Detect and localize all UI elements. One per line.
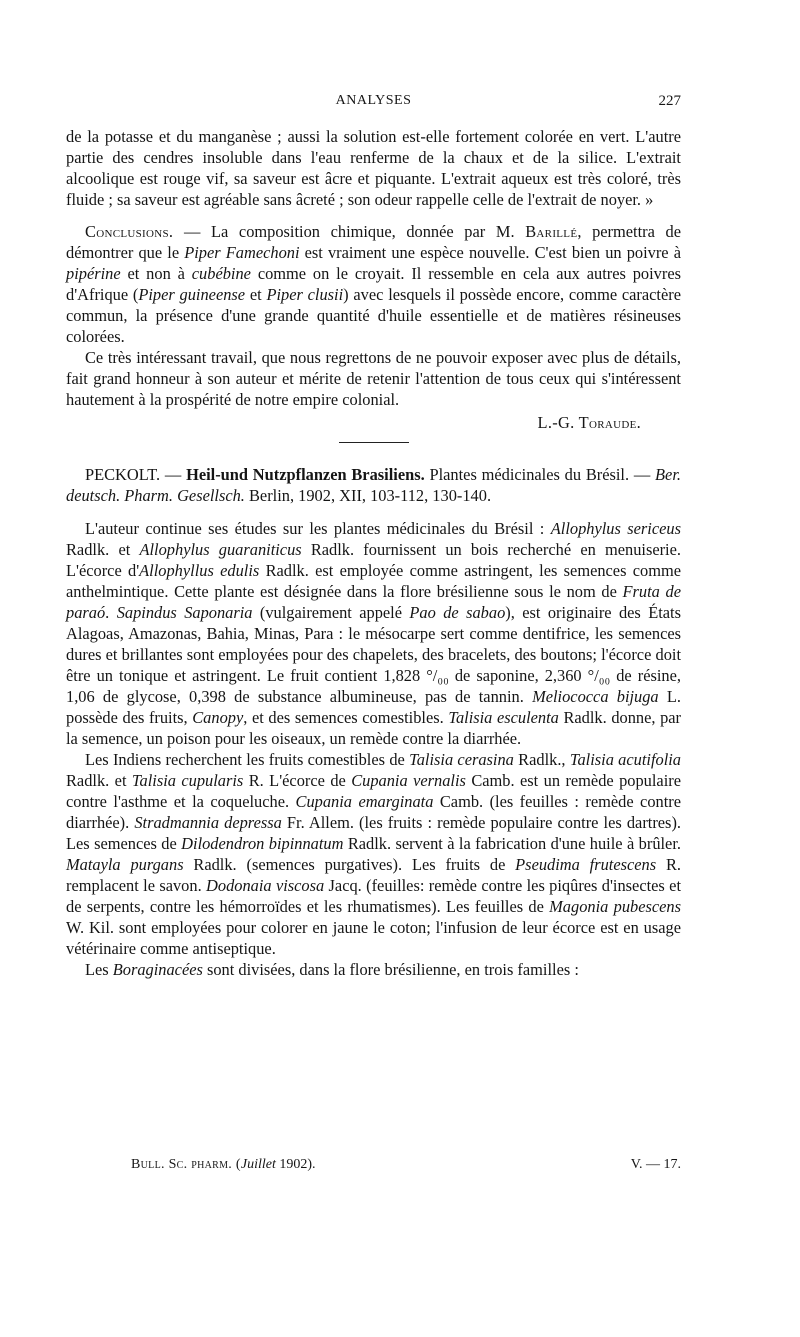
footer-citation — [131, 1157, 316, 1173]
species-name: Piper clusii — [266, 285, 344, 304]
text-run: — — [629, 465, 656, 484]
species-name: Sapindus Saponaria — [116, 603, 253, 622]
text-run: Radlk. (semences purgatives). Les fruits de — [183, 855, 516, 874]
reference-details: Berlin, 1902, XII, 103-112, 130-140. — [244, 486, 492, 505]
text-line: et de la silice. L'extrait alcoolique est rouge vif, sa saveur est âcre et piquante. — [66, 148, 681, 188]
species-name: Meliococca bijuga — [532, 687, 659, 706]
body-paragraph — [66, 749, 681, 959]
text-run: Les Indiens recherchent les fruits comestibles de — [85, 750, 410, 769]
text-line: âcreté ; son odeur rappelle celle de l'extrait de noyer. » — [295, 190, 654, 209]
text-run: Les — [85, 960, 113, 979]
reference-journal: Ber. deutsch. Pharm. Gesellsch. — [66, 465, 681, 505]
text-run: Radlk., — [513, 750, 570, 769]
page-number: 227 — [658, 93, 681, 109]
species-name: Cupania vernalis — [351, 771, 466, 790]
conclusions-label: Conclusions. — [85, 222, 174, 241]
text-run: Fr. Allem. (les fruits : remède populaire contre les dartres). Les semences de — [66, 813, 681, 853]
text-run: Camb. est un remède populaire contre l'asthme et la coqueluche. — [66, 771, 681, 811]
text-run: Camb. (les feuilles : remède contre diarrhée). — [66, 792, 682, 832]
species-name: Cupania emarginata — [295, 792, 434, 811]
species-name: Allophyllus edulis — [139, 561, 260, 580]
species-name: Talisia cerasina — [409, 750, 514, 769]
text-run: . — [105, 603, 117, 622]
page-content — [66, 126, 681, 980]
reference-title: Heil-und Nutzpflanzen Brasiliens. — [186, 465, 425, 484]
author-name: Barillé — [525, 222, 578, 241]
text-line: de la potasse et du manganèse ; aussi la solution est-elle fortement colorée — [66, 127, 573, 146]
text-run: Radlk. servent à la fabrication d'une huile à brûler. — [343, 834, 681, 853]
species-name: Stradmannia depressa — [134, 813, 282, 832]
body-paragraph — [66, 518, 681, 749]
conclusions-paragraph — [66, 221, 681, 347]
text-run: est vraiment une espèce nouvelle. C'est bien un poivre à — [299, 243, 681, 262]
text-run: Jacq. (feuilles: remède contre les piqûres d'insectes et de serpents, contre les hémorroïdes et les rhumatismes). Les feuilles de — [66, 876, 681, 916]
vernacular-name: Canopy — [192, 708, 244, 727]
species-name: Allophylus sericeus — [550, 519, 681, 538]
text-run: ) avec lesquels il possède encore, comme caractère commun, la présence d'une grande quantité d'huile essentielle et de matières résineuses colorées. — [66, 285, 681, 346]
text-run: L. possède des fruits, — [66, 687, 681, 727]
text-run: comme on le croyait. Il ressemble en cela aux autres poivres d'Afrique ( — [66, 264, 681, 304]
body-paragraph — [66, 959, 681, 980]
signature-mark: V. — 17. — [630, 1157, 681, 1172]
species-name: Talisia cupularis — [131, 771, 244, 790]
species-name: Piper guineense — [138, 285, 246, 304]
text-run: Radlk. et — [66, 540, 140, 559]
species-name: Dodonaia viscosa — [206, 876, 325, 895]
bibliographic-reference — [66, 464, 681, 506]
text-run: W. Kil. sont employées pour colorer en jaune le coton; l'infusion de leur écorce est en usage vétérinaire comme antiseptique. — [66, 918, 681, 958]
analysis-paragraph — [66, 126, 681, 210]
page-header — [66, 93, 681, 113]
species-name: Pseudima frutescens — [515, 855, 657, 874]
text-run: (vulgairement appelé — [252, 603, 410, 622]
text-run: Radlk. fournissent un bois recherché en menuiserie. L'écorce d' — [66, 540, 681, 580]
species-name: Matayla purgans — [66, 855, 184, 874]
compound-name: cubébine — [191, 264, 251, 283]
closing-paragraph: Ce très intéressant travail, que nous regrettons de ne pouvoir exposer avec plus de détails, fait grand honneur à son auteur et mérite de retenir l'attention de tous ceux qui s'intéressent hautement à la prospérité de notre empire colonial. — [66, 348, 681, 409]
footer-month: Juillet — [240, 1157, 276, 1172]
text-run: et — [245, 285, 267, 304]
text-run: ), est originaire des États Alagoas, Amazonas, Bahia, Minas, Para : le mésocarpe sert comme dentifrice, les semences dures et brillantes sont employées pour des chapelets, des bracelets, des boutons; l'écorce doit être un tonique et astringent. Le fruit contient 1,828 °/₀₀ de saponine, 2,360 °/₀₀ de résine, 1,06 de glycose, 0,398 de substance albumineuse, pas de tannin. — [66, 603, 681, 706]
vernacular-name: Fruta de paraó — [66, 582, 681, 622]
text-run: Radlk. et — [66, 771, 132, 790]
section-divider — [339, 442, 409, 443]
signature — [66, 412, 681, 433]
reference-translation: Plantes médicinales du Brésil. — [424, 465, 630, 484]
text-run: R. L'écorce de — [243, 771, 352, 790]
signature-text: L.-G. Toraude. — [537, 413, 641, 432]
text-run: Radlk. est employée comme astringent, les semences comme anthelmintique. Cette plante est désignée dans la flore brésilienne sous le nom de — [66, 561, 681, 601]
text-run: — La composition chimique, donnée par M. — [173, 222, 526, 241]
compound-name: pipérine — [66, 264, 121, 283]
running-title: ANALYSES — [335, 93, 412, 108]
species-name: Talisia acutifolia — [569, 750, 682, 769]
text-run: et non à — [120, 264, 192, 283]
species-name: Dilodendron bipinnatum — [181, 834, 344, 853]
species-name: Piper Famechoni — [184, 243, 300, 262]
text-run: R. remplacent le savon. — [66, 855, 681, 895]
vernacular-name: Pao de sabao — [409, 603, 506, 622]
footer-journal: Bull. Sc. pharm. ( — [131, 1157, 241, 1172]
species-name: Magonia pubescens — [549, 897, 681, 916]
text-run: L'auteur continue ses études sur les plantes médicinales du Brésil : — [85, 519, 551, 538]
text-run: — — [160, 465, 187, 484]
text-run: , permettra de démontrer que le — [66, 222, 681, 262]
text-line: en vert. L'autre partie des cendres insoluble dans l'eau renferme de la chaux — [66, 127, 681, 167]
footer-year: 1902). — [275, 1157, 316, 1172]
species-name: Talisia esculenta — [448, 708, 559, 727]
family-name: Boraginacées — [112, 960, 203, 979]
reference-author: PECKOLT. — [85, 465, 161, 484]
text-line: L'extrait aqueux est très coloré, très fluide ; sa saveur est agréable sans — [66, 169, 681, 209]
text-run: sont divisées, dans la flore brésilienne, en trois familles : — [202, 960, 579, 979]
species-name: Allophylus guaraniticus — [139, 540, 302, 559]
text-run: , et des semences comestibles. — [243, 708, 449, 727]
text-run: Radlk. donne, par la semence, un poison pour les oiseaux, un remède contre la diarrhée. — [66, 708, 682, 748]
